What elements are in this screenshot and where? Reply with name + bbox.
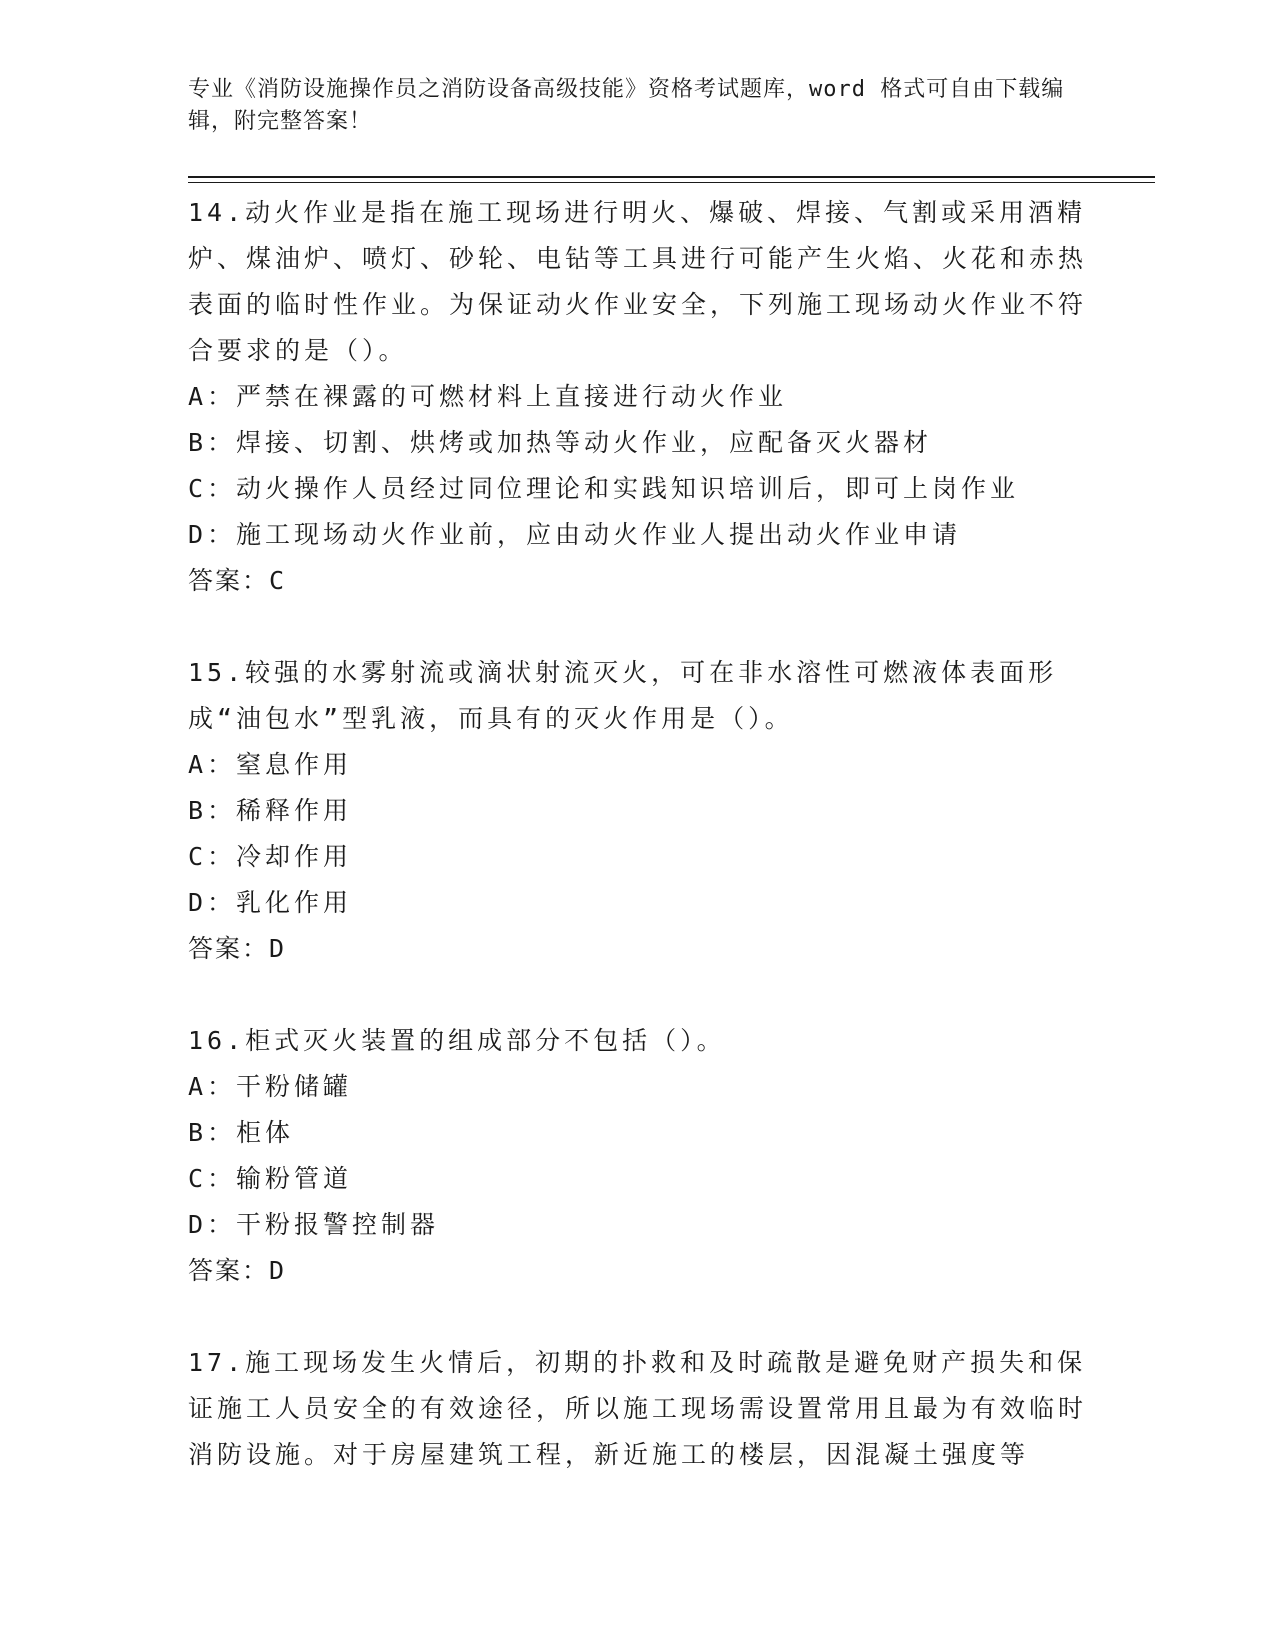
option-c: C：冷却作用 — [188, 842, 353, 871]
question-stem: 14.动火作业是指在施工现场进行明火、爆破、焊接、气割或采用酒精炉、煤油炉、喷灯、砂轮、电钻等工具进行可能产生火焰、火花和赤热表面的临时性作业。为保证动火作业安全，下列施工现场动火作业不符合要求的是（）。 — [188, 198, 1088, 365]
option-d: D：乳化作用 — [188, 888, 353, 917]
question-17 — [188, 1340, 1088, 1478]
document-header: 专业《消防设施操作员之消防设备高级技能》资格考试题库，word 格式可自由下载编辑，附完整答案！ — [188, 77, 1065, 134]
question-stem: 15.较强的水雾射流或滴状射流灭火，可在非水溶性可燃液体表面形成“油包水”型乳液，而具有的灭火作用是（）。 — [188, 658, 1058, 733]
option-a: A：窒息作用 — [188, 750, 353, 779]
option-a: A：严禁在裸露的可燃材料上直接进行动火作业 — [188, 382, 788, 411]
question-spacer — [188, 604, 1088, 650]
header-divider-thin — [188, 182, 1155, 183]
option-b: B：稀释作用 — [188, 796, 353, 825]
option-b: B：柜体 — [188, 1118, 295, 1147]
answer-line: 答案：D — [188, 1256, 287, 1285]
option-d: D：干粉报警控制器 — [188, 1210, 440, 1239]
question-14 — [188, 190, 1088, 604]
question-list — [188, 190, 1088, 1478]
question-15 — [188, 650, 1088, 972]
answer-line: 答案：C — [188, 566, 287, 595]
option-c: C：动火操作人员经过同位理论和实践知识培训后，即可上岗作业 — [188, 474, 1020, 503]
question-spacer — [188, 972, 1088, 1018]
question-stem: 17.施工现场发生火情后，初期的扑救和及时疏散是避免财产损失和保证施工人员安全的有效途径，所以施工现场需设置常用且最为有效临时消防设施。对于房屋建筑工程，新近施工的楼层，因混凝土强度等 — [188, 1348, 1088, 1469]
answer-line: 答案：D — [188, 934, 287, 963]
question-16 — [188, 1018, 1088, 1294]
question-stem: 16.柜式灭火装置的组成部分不包括（）。 — [188, 1026, 726, 1055]
option-a: A：干粉储罐 — [188, 1072, 353, 1101]
question-spacer — [188, 1294, 1088, 1340]
option-d: D：施工现场动火作业前，应由动火作业人提出动火作业申请 — [188, 520, 962, 549]
option-c: C：输粉管道 — [188, 1164, 353, 1193]
header-divider-thick — [188, 176, 1155, 178]
option-b: B：焊接、切割、烘烤或加热等动火作业，应配备灭火器材 — [188, 428, 933, 457]
